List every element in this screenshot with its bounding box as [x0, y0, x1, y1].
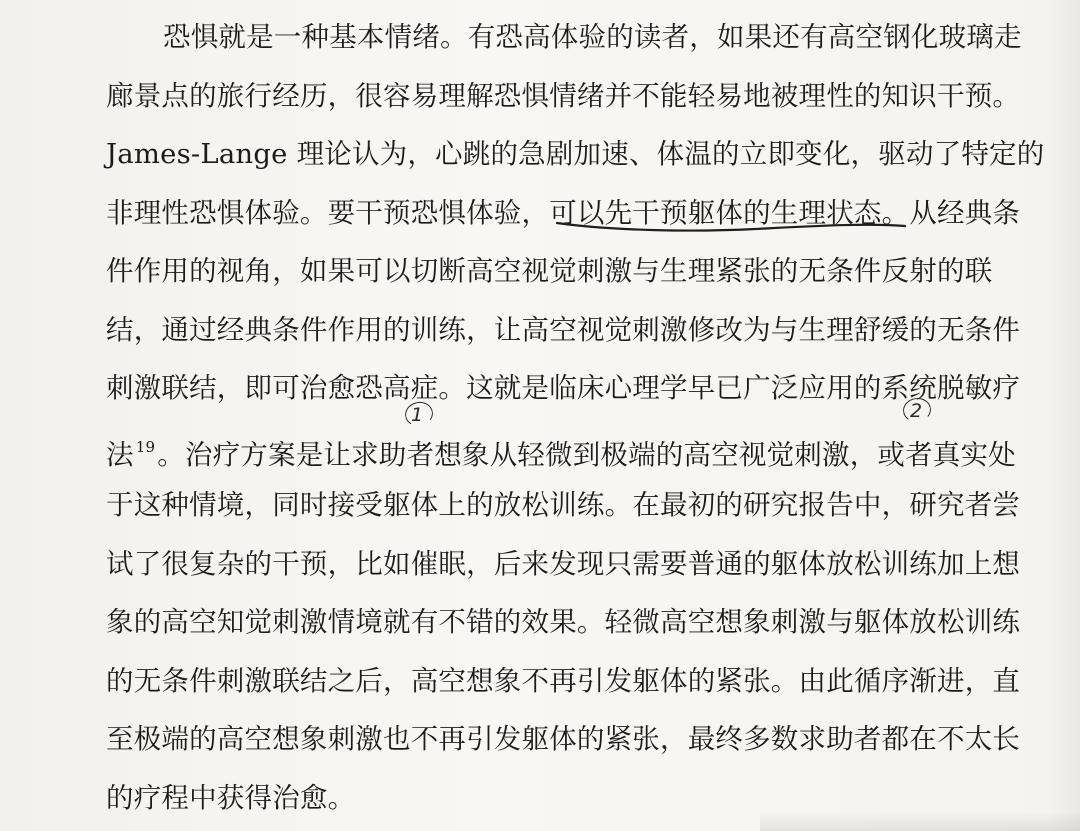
text-line-8-start: 法: [106, 438, 134, 471]
text-line-12: 的无条件刺激联结之后，高空想象不再引发躯体的紧张。由此循序渐进，直: [106, 664, 1021, 697]
page-edge-shadow: [1044, 0, 1080, 831]
text-line-11: 象的高空知觉刺激情境就有不错的效果。轻微高空想象刺激与躯体放松训练: [106, 606, 1021, 638]
handwritten-mark-2: 2: [910, 400, 923, 422]
paragraph: [106, 8, 1045, 827]
text-line-13: 至极端的高空想象刺激也不再引发躯体的紧张，最终多数求助者都在不太长: [106, 723, 1021, 755]
text-line-3: James-Lange 理论认为，心跳的急剧加速、体温的立即变化，驱动了特定的: [106, 138, 1045, 170]
text-line-2: 廊景点的旅行经历，很容易理解恐惧情绪并不能轻易地被理性的知识干预。: [106, 79, 1021, 112]
handwritten-mark-1: 1: [411, 404, 424, 426]
text-line-14: 的疗程中获得治愈。: [106, 781, 356, 814]
text-line-1: 恐惧就是一种基本情绪。有恐高体验的读者，如果还有高空钢化玻璃走: [163, 21, 1022, 53]
text-line-9: 于这种情境，同时接受躯体上的放松训练。在最初的研究报告中，研究者尝: [106, 489, 1021, 521]
text-line-10: 试了很复杂的干预，比如催眠，后来发现只需要普通的躯体放松训练加上想: [106, 547, 1021, 580]
text-line-7: 刺激联结，即可治愈恐高症。这就是临床心理学早已广泛应用的系统脱敏疗: [106, 372, 1021, 404]
text-line-5: 件作用的视角，如果可以切断高空视觉刺激与生理紧张的无条件反射的联: [106, 255, 993, 287]
bottom-bleed-shadow: [760, 812, 1080, 831]
text-line-4: 非理性恐惧体验。要干预恐惧体验，可以先干预躯体的生理状态。从经典条: [106, 196, 1021, 229]
handwritten-underline: [555, 217, 907, 235]
text-line-8-rest: 。治疗方案是让求助者想象从轻微到极端的高空视觉刺激，或者真实处: [157, 438, 1016, 471]
text-line-6: 结，通过经典条件作用的训练，让高空视觉刺激修改为与生理舒缓的无条件: [106, 313, 1021, 346]
footnote-ref[interactable]: 19: [135, 437, 156, 456]
text-line-8: [106, 418, 1036, 477]
